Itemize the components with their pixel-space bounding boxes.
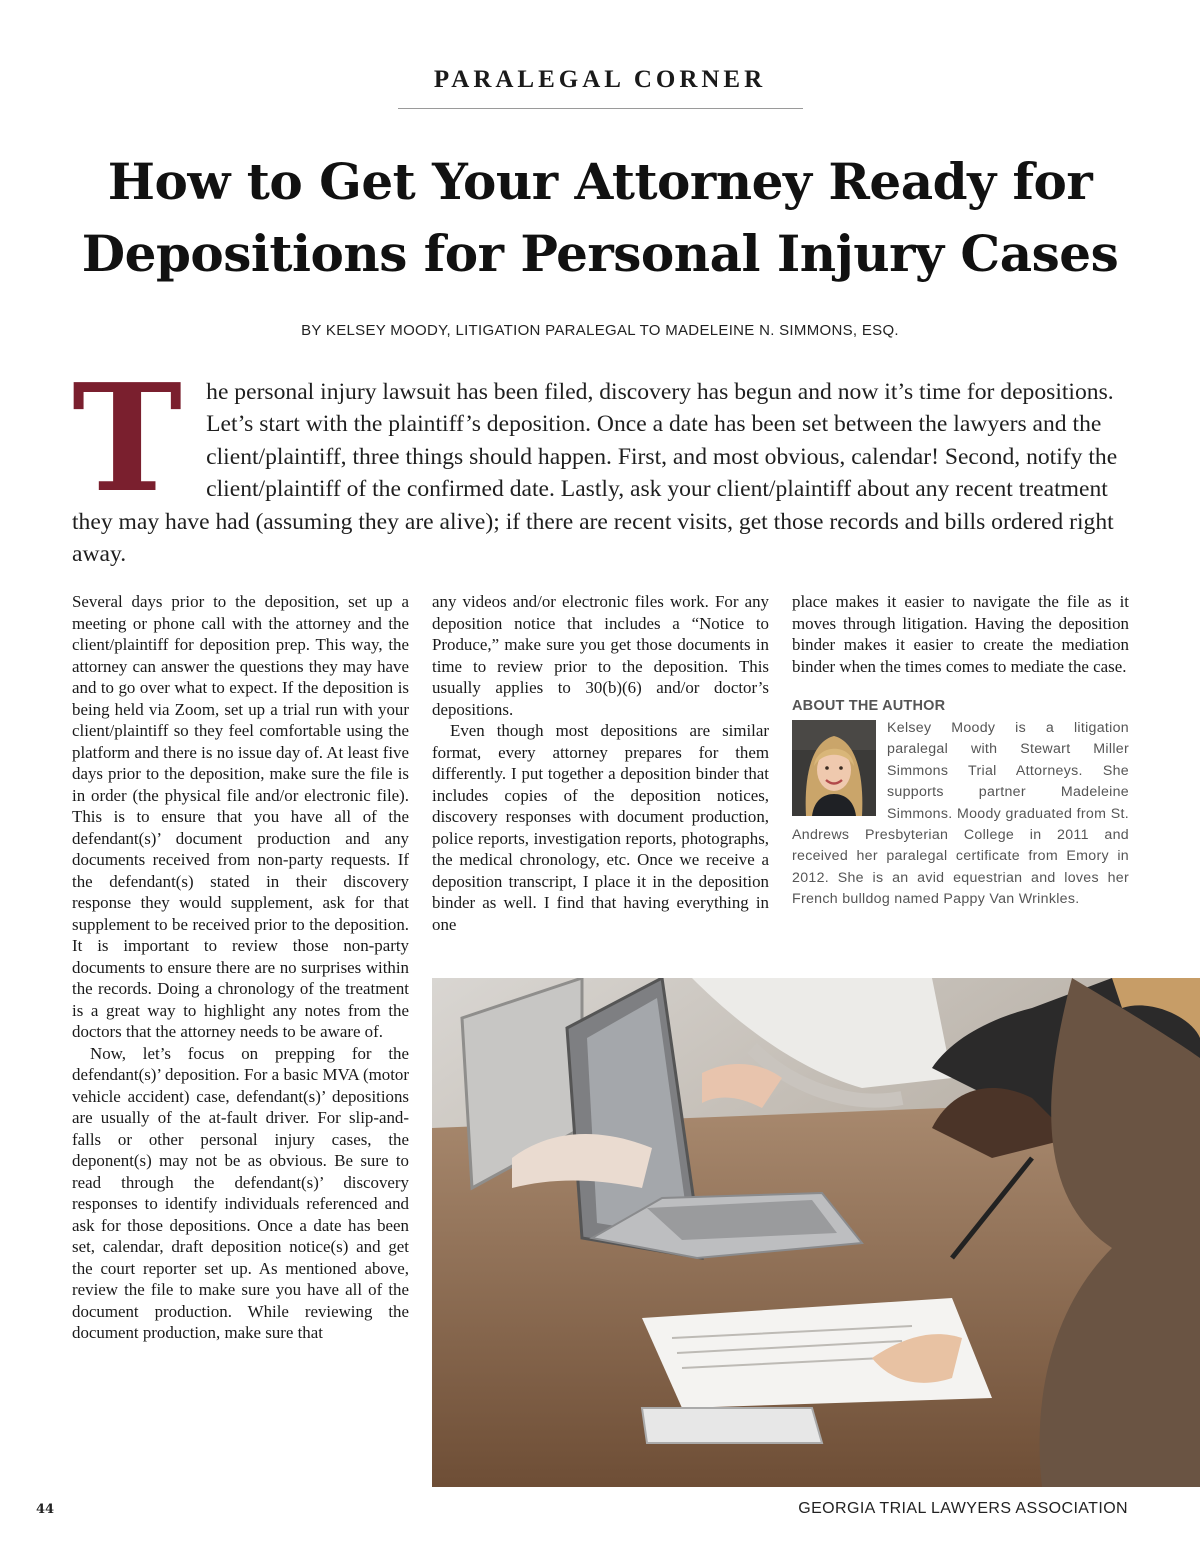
body-paragraph: Several days prior to the deposition, set up a meeting or phone call with the attorney and the client/plaintiff for deposition prep. This way, the attorney can answer the questions they may have and to go over what to expect. If the deposition is being held via Zoom, set up a trial run with your client/plaintiff so they feel comfortable using the platform and there is no issue day of. At least five days prior to the deposition, make sure the file is in order (the physical file and/or electronic file). This is to ensure that you have all of the defendant(s)’ document production and any documents received from non-party requests. If the defendant(s) stated in their discovery response they would supplement, ask for that supplement to be received prior to the deposition. It is important to review those non-party documents to ensure there are no surprises within the records. Doing a chronology of the treatment is a great way to highlight any notes from the doctors that the attorney needs to be aware of. xyxy=(72,592,409,1041)
about-author-heading: ABOUT THE AUTHOR xyxy=(792,698,946,714)
drop-cap: T xyxy=(72,351,183,525)
section-label: PARALEGAL CORNER xyxy=(433,66,767,93)
byline: BY KELSEY MOODY, LITIGATION PARALEGAL TO MADELEINE N. SIMMONS, ESQ. xyxy=(301,322,899,339)
column-2 xyxy=(432,591,769,935)
author-photo xyxy=(792,720,876,816)
title-line-1: How to Get Your Attorney Ready for xyxy=(107,152,1093,211)
body-paragraph: any videos and/or electronic files work. For any deposition notice that includes a “Notice to Produce,” make sure you get those documents in time to review prior to the deposition. This usually applies to 30(b)(6) and/or doctor’s depositions. xyxy=(432,592,769,719)
body-paragraph: place makes it easier to navigate the file as it moves through litigation. Having the deposition binder makes it easier to create the mediation binder when the times comes to mediate the case. xyxy=(792,592,1129,676)
body-paragraph: Now, let’s focus on prepping for the defendant(s)’ deposition. For a basic MVA (motor vehicle accident) case, defendant(s)’ depositions are usually of the at-fault driver. For slip-and-falls or other personal injury cases, the deponent(s) may not be as obvious. Be sure to read through the defendant(s)’ discovery responses to identify individuals referenced and ask for those depositions. Once a date has been set, calendar, draft deposition notice(s) and get the court reporter set up. As mentioned above, review the file to make sure you have all of the document production. While reviewing the document production, make sure that xyxy=(72,1043,409,1342)
section-divider xyxy=(398,108,803,109)
body-paragraph: Even though most depositions are similar format, every attorney prepares for them differently. I put together a deposition binder that includes copies of the deposition notices, discovery responses with document production, police reports, investigation reports, photographs, the medical chronology, etc. Once we receive a deposition transcript, I place it in the deposition binder as well. I find that having everything in one xyxy=(432,721,769,934)
author-bio-text: Kelsey Moody is a litigation paralegal with Stewart Miller Simmons Trial Attorneys. She supports partner Madeleine Simmons. Moody graduated from St. Andrews Presbyterian College in 2011 and received her paralegal certificate from Emory in 2012. She is an avid equestrian and loves her French bulldog named Pappy Van Wrinkles. xyxy=(792,720,1129,908)
column-1 xyxy=(72,591,409,1344)
title-line-2: Depositions for Personal Injury Cases xyxy=(81,224,1119,283)
column-3 xyxy=(792,591,1129,911)
author-bio xyxy=(792,718,1129,911)
footer-organization: GEORGIA TRIAL LAWYERS ASSOCIATION xyxy=(798,1500,1128,1517)
article-title xyxy=(40,146,1160,290)
meeting-photo xyxy=(432,978,1200,1487)
intro-text: he personal injury lawsuit has been filed, discovery has begun and now it’s time for depositions. Let’s start with the plaintiff’s deposition. Once a date has been set between the lawyers and the client/plaintiff, three things should happen. First, and most obvious, calendar! Second, notify the client/plaintiff of the confirmed date. Lastly, ask your client/plaintiff about any recent treatment they may have had (assuming they are alive); if there are recent visits, get those records and bills ordered right away. xyxy=(72,379,1118,568)
page-number: 44 xyxy=(36,1502,55,1517)
intro-paragraph xyxy=(72,351,1130,570)
